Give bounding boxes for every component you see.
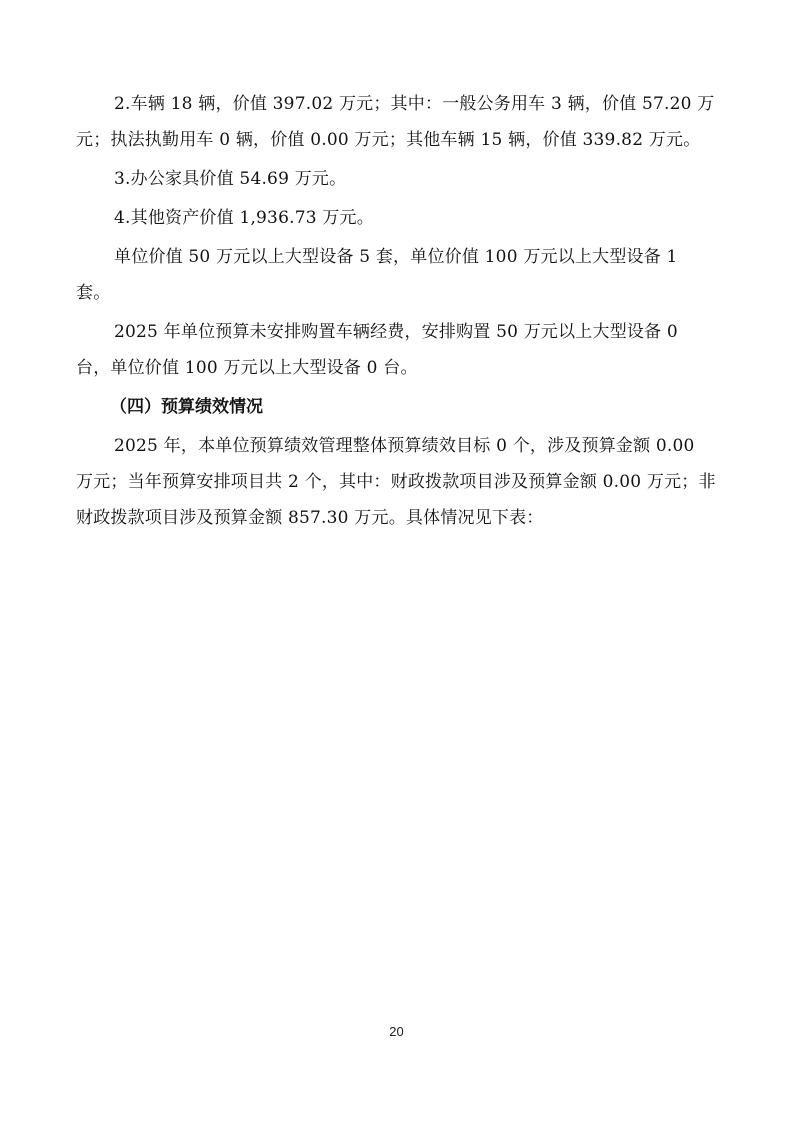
section-heading-performance: （四）预算绩效情况 [110, 397, 263, 417]
paragraph-office-furniture: 3.办公家具价值 54.69 万元。 [114, 169, 347, 189]
paragraph-procurement-2025: 2025 年单位预算未安排购置车辆经费，安排购置 50 万元以上大型设备 0 台，单位价值 100 万元以上大型设备 0 台。 [76, 322, 678, 378]
page-number: 20 [389, 1024, 404, 1039]
paragraph-other-assets: 4.其他资产价值 1,936.73 万元。 [114, 208, 374, 228]
paragraph-vehicles: 2.车辆 18 辆，价值 397.02 万元；其中：一般公务用车 3 辆，价值 57.20 万元；执法执勤用车 0 辆，价值 0.00 万元；其他车辆 15 辆，价值 339.82 万元。 [76, 94, 715, 150]
paragraph-large-equipment: 单位价值 50 万元以上大型设备 5 套，单位价值 100 万元以上大型设备 1 套。 [76, 247, 678, 303]
page-body [76, 86, 716, 539]
paragraph-performance-summary: 2025 年，本单位预算绩效管理整体预算绩效目标 0 个，涉及预算金额 0.00 万元；当年预算安排项目共 2 个，其中：财政拨款项目涉及预算金额 0.00 万元；非财政拨款项目涉及预算金额 857.30 万元。具体情况见下表： [76, 436, 716, 528]
